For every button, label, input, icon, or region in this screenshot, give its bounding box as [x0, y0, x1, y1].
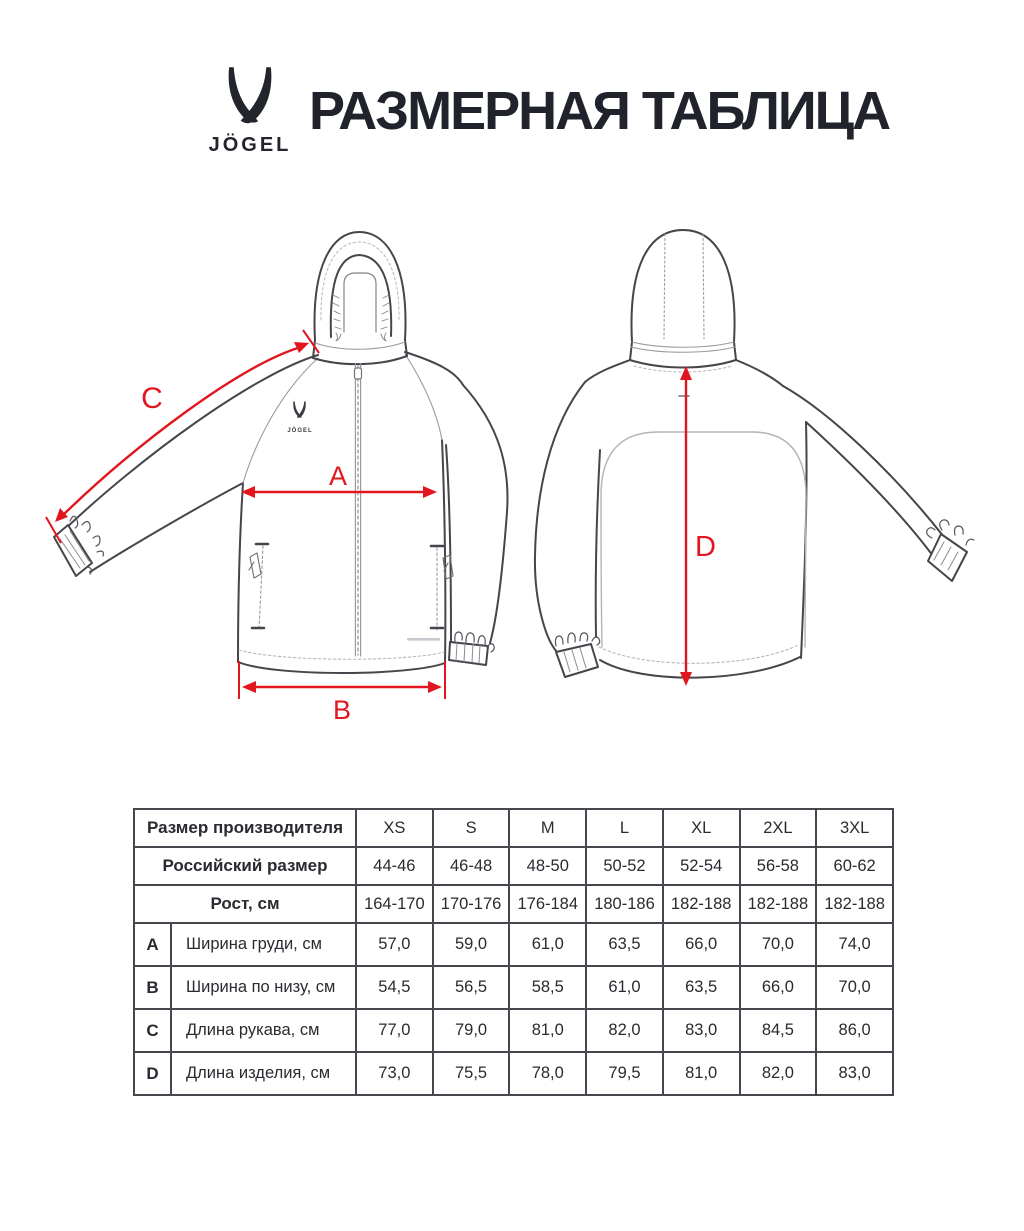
table-header-row: [134, 885, 893, 923]
chest-logo-text: JÖGEL: [287, 428, 313, 434]
measure-arrow-a: [241, 461, 437, 498]
measure-arrow-c: [46, 330, 319, 543]
size-value-cell: 3XL: [816, 809, 893, 847]
table-header-row: [134, 809, 893, 847]
size-value-cell: 82,0: [740, 1052, 817, 1095]
size-value-cell: 77,0: [356, 1009, 433, 1052]
size-value-cell: XL: [663, 809, 740, 847]
size-value-cell: 54,5: [356, 966, 433, 1009]
measurement-arrows: [46, 330, 716, 725]
page-title: РАЗМЕРНАЯ ТАБЛИЦА: [309, 81, 890, 141]
size-value-cell: 56,5: [433, 966, 510, 1009]
size-value-cell: 82,0: [586, 1009, 663, 1052]
size-value-cell: 44-46: [356, 847, 433, 885]
chest-logo-icon: [293, 401, 306, 417]
measure-key-cell: C: [134, 1009, 171, 1052]
brand-logo: [200, 66, 300, 157]
size-value-cell: 182-188: [740, 885, 817, 923]
size-value-cell: M: [509, 809, 586, 847]
size-value-cell: 74,0: [816, 923, 893, 966]
table-row: [134, 923, 893, 966]
size-value-cell: 164-170: [356, 885, 433, 923]
size-value-cell: 73,0: [356, 1052, 433, 1095]
size-value-cell: 81,0: [509, 1009, 586, 1052]
size-value-cell: 61,0: [509, 923, 586, 966]
size-value-cell: 60-62: [816, 847, 893, 885]
measure-key-cell: B: [134, 966, 171, 1009]
size-value-cell: 48-50: [509, 847, 586, 885]
measure-name-cell: Ширина по низу, см: [171, 966, 356, 1009]
size-table-body: [134, 809, 893, 1095]
table-header-label: Рост, см: [134, 885, 356, 923]
table-row: [134, 1052, 893, 1095]
size-value-cell: 61,0: [586, 966, 663, 1009]
size-value-cell: 46-48: [433, 847, 510, 885]
size-value-cell: 182-188: [816, 885, 893, 923]
size-value-cell: 81,0: [663, 1052, 740, 1095]
size-value-cell: 59,0: [433, 923, 510, 966]
table-row: [134, 966, 893, 1009]
size-value-cell: 57,0: [356, 923, 433, 966]
measure-label-a: A: [328, 461, 348, 491]
size-value-cell: 58,5: [509, 966, 586, 1009]
size-value-cell: 86,0: [816, 1009, 893, 1052]
jacket-front-view: [54, 232, 507, 673]
size-value-cell: 63,5: [586, 923, 663, 966]
table-header-row: [134, 847, 893, 885]
size-value-cell: 56-58: [740, 847, 817, 885]
jacket-diagram: [0, 200, 1024, 760]
measure-name-cell: Ширина груди, см: [171, 923, 356, 966]
size-value-cell: 52-54: [663, 847, 740, 885]
jacket-back-view: [535, 230, 974, 678]
measure-key-cell: A: [134, 923, 171, 966]
size-value-cell: 79,5: [586, 1052, 663, 1095]
size-table: [133, 808, 894, 1096]
size-value-cell: 70,0: [740, 923, 817, 966]
size-value-cell: L: [586, 809, 663, 847]
size-value-cell: 50-52: [586, 847, 663, 885]
size-value-cell: 70,0: [816, 966, 893, 1009]
measure-name-cell: Длина рукава, см: [171, 1009, 356, 1052]
size-value-cell: 66,0: [663, 923, 740, 966]
size-value-cell: 2XL: [740, 809, 817, 847]
measure-name-cell: Длина изделия, см: [171, 1052, 356, 1095]
size-value-cell: 182-188: [663, 885, 740, 923]
size-value-cell: 84,5: [740, 1009, 817, 1052]
measure-label-b: B: [332, 695, 352, 725]
size-value-cell: 78,0: [509, 1052, 586, 1095]
size-value-cell: S: [433, 809, 510, 847]
brand-wordmark: JÖGEL: [208, 134, 292, 156]
measure-key-cell: D: [134, 1052, 171, 1095]
size-value-cell: 83,0: [816, 1052, 893, 1095]
size-value-cell: 170-176: [433, 885, 510, 923]
brand-logo-icon: [221, 66, 279, 130]
size-value-cell: 180-186: [586, 885, 663, 923]
size-value-cell: 75,5: [433, 1052, 510, 1095]
size-value-cell: XS: [356, 809, 433, 847]
measure-arrow-b: [239, 661, 445, 725]
size-value-cell: 176-184: [509, 885, 586, 923]
size-value-cell: 79,0: [433, 1009, 510, 1052]
table-header-label: Российский размер: [134, 847, 356, 885]
measure-label-d: D: [695, 531, 716, 563]
size-value-cell: 83,0: [663, 1009, 740, 1052]
table-header-label: Размер производителя: [134, 809, 356, 847]
size-value-cell: 66,0: [740, 966, 817, 1009]
table-row: [134, 1009, 893, 1052]
measure-arrow-d: [680, 366, 716, 686]
measure-label-c: C: [141, 382, 163, 415]
size-value-cell: 63,5: [663, 966, 740, 1009]
